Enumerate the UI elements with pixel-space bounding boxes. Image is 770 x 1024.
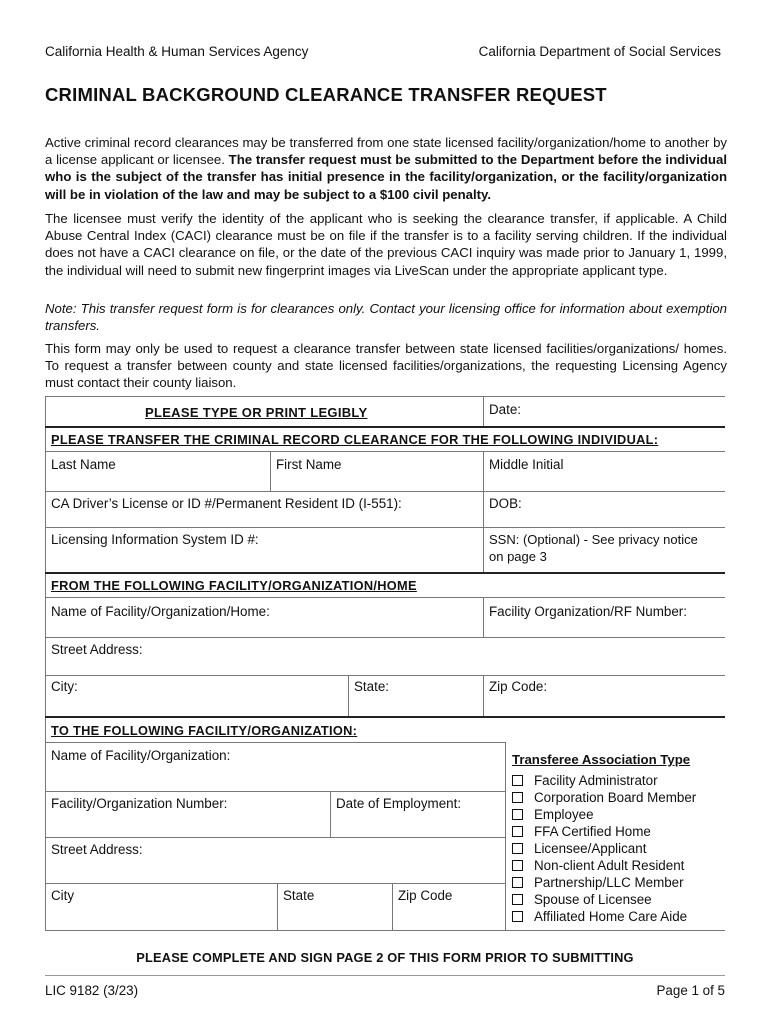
divider xyxy=(45,637,725,638)
divider xyxy=(45,451,725,452)
checkbox-label: Non-client Adult Resident xyxy=(534,858,685,873)
association-checkbox-employee[interactable] xyxy=(512,806,594,823)
checkbox-label: FFA Certified Home xyxy=(534,824,651,839)
to-state-field[interactable]: State xyxy=(283,888,315,903)
divider xyxy=(45,675,725,676)
checkbox-label: Licensee/Applicant xyxy=(534,841,647,856)
divider xyxy=(277,883,278,930)
association-type-heading: Transferee Association Type xyxy=(512,752,691,767)
divider xyxy=(270,451,271,491)
dob-field[interactable]: DOB: xyxy=(489,496,522,511)
last-name-field[interactable]: Last Name xyxy=(51,457,116,472)
intro-paragraph-3: This form may only be used to request a clearance transfer between state licensed facilities/organizations/ homes. To request a transfer between county and state licensed facilities/organizations, the requesting Licensing Agency must contact their county liaison. xyxy=(45,341,727,391)
from-street-field[interactable]: Street Address: xyxy=(51,642,143,657)
checkbox-label: Facility Administrator xyxy=(534,773,658,788)
to-street-field[interactable]: Street Address: xyxy=(51,842,143,857)
date-of-employment-field[interactable]: Date of Employment: xyxy=(336,796,462,811)
from-facility-number-field[interactable]: Facility Organization/RF Number: xyxy=(489,604,687,619)
checkbox-label: Affiliated Home Care Aide xyxy=(534,909,688,924)
association-checkbox-affiliated-home-care-aide[interactable] xyxy=(512,908,687,925)
divider xyxy=(45,742,505,743)
checkbox-icon xyxy=(512,775,523,786)
from-zip-field[interactable]: Zip Code: xyxy=(489,679,548,694)
complete-sign-notice: PLEASE COMPLETE AND SIGN PAGE 2 OF THIS FORM PRIOR TO SUBMITTING xyxy=(136,950,634,965)
divider xyxy=(392,883,393,930)
divider xyxy=(483,451,484,572)
divider xyxy=(330,791,331,837)
divider xyxy=(45,597,725,598)
form-left-border xyxy=(45,396,46,930)
divider xyxy=(505,742,506,930)
ssn-label-note: on page 3 xyxy=(489,549,547,564)
page-number: Page 1 of 5 xyxy=(656,983,725,998)
checkbox-icon xyxy=(512,809,523,820)
page-title: CRIMINAL BACKGROUND CLEARANCE TRANSFER REQUEST xyxy=(45,84,607,105)
association-checkbox-spouse-of-licensee[interactable] xyxy=(512,891,652,908)
department-name: California Department of Social Services xyxy=(478,44,721,59)
divider xyxy=(45,491,725,492)
checkbox-icon xyxy=(512,792,523,803)
section-from-heading: FROM THE FOLLOWING FACILITY/ORGANIZATION/HOME xyxy=(51,578,417,593)
checkbox-icon xyxy=(512,860,523,871)
association-checkbox-partnership-llc-member[interactable] xyxy=(512,874,684,891)
lis-id-field[interactable]: Licensing Information System ID #: xyxy=(51,532,259,547)
to-facility-number-field[interactable]: Facility/Organization Number: xyxy=(51,796,228,811)
divider xyxy=(45,837,505,838)
form-bottom-border xyxy=(45,930,725,931)
first-name-field[interactable]: First Name xyxy=(276,457,342,472)
checkbox-label: Partnership/LLC Member xyxy=(534,875,684,890)
note-paragraph: Note: This transfer request form is for clearances only. Contact your licensing office for information about exemption transfers. xyxy=(45,301,727,334)
to-city-field[interactable]: City xyxy=(51,888,75,903)
divider xyxy=(45,883,505,884)
association-checkbox-non-client-adult-resident[interactable] xyxy=(512,857,684,874)
divider xyxy=(45,426,725,428)
from-facility-name-field[interactable]: Name of Facility/Organization/Home: xyxy=(51,604,270,619)
from-state-field[interactable]: State: xyxy=(354,679,389,694)
divider xyxy=(348,675,349,716)
to-facility-name-field[interactable]: Name of Facility/Organization: xyxy=(51,748,231,763)
association-checkbox-ffa-certified-home[interactable] xyxy=(512,823,651,840)
association-checkbox-licensee-applicant[interactable] xyxy=(512,840,646,857)
section-to-heading: TO THE FOLLOWING FACILITY/ORGANIZATION: xyxy=(51,723,358,738)
middle-initial-field[interactable]: Middle Initial xyxy=(489,457,564,472)
checkbox-label: Employee xyxy=(534,807,594,822)
date-field[interactable]: Date: xyxy=(489,402,522,417)
checkbox-icon xyxy=(512,843,523,854)
footer-divider xyxy=(45,975,725,976)
to-zip-field[interactable]: Zip Code xyxy=(398,888,453,903)
checkbox-label: Spouse of Licensee xyxy=(534,892,652,907)
checkbox-icon xyxy=(512,894,523,905)
divider xyxy=(45,527,725,528)
section-individual-heading: PLEASE TRANSFER THE CRIMINAL RECORD CLEARANCE FOR THE FOLLOWING INDIVIDUAL: xyxy=(51,432,659,447)
divider xyxy=(483,396,484,426)
divider xyxy=(45,716,725,718)
drivers-license-field[interactable]: CA Driver’s License or ID #/Permanent Resident ID (I-551): xyxy=(51,496,402,511)
print-legibly-label: PLEASE TYPE OR PRINT LEGIBLY xyxy=(145,405,368,420)
association-checkbox-corporation-board-member[interactable] xyxy=(512,789,696,806)
divider xyxy=(483,675,484,716)
association-checkbox-facility-administrator[interactable] xyxy=(512,772,658,789)
intro-paragraph-2: The licensee must verify the identity of the applicant who is seeking the clearance transfer, if applicable. A Child Abuse Central Index (CACI) clearance must be on file if the transfer is to a facility serving children. If the individual does not have a CACI clearance on file, or the date of the previous CACI inquiry was made prior to January 1, 1999, the individual will need to submit new fingerprint images via LiveScan under the appropriate applicant type. xyxy=(45,211,727,278)
ssn-label: SSN: (Optional) - See privacy notice xyxy=(489,532,698,547)
intro-paragraph-1: Active criminal record clearances may be transferred from one state licensed facility/organization/home to another by a license applicant or licensee. The transfer request must be submitted to the Department before the individual who is the subject of the transfer has initial presence in the facility/organization, or the facility/organization will be in violation of the law and may be subject to a $100 civil penalty. xyxy=(45,135,727,202)
from-city-field[interactable]: City: xyxy=(51,679,78,694)
form-number: LIC 9182 (3/23) xyxy=(45,983,139,998)
divider xyxy=(45,572,725,574)
checkbox-label: Corporation Board Member xyxy=(534,790,697,805)
divider xyxy=(45,791,505,792)
agency-name: California Health & Human Services Agency xyxy=(45,44,309,59)
ssn-field[interactable] xyxy=(489,531,698,565)
checkbox-icon xyxy=(512,877,523,888)
divider xyxy=(483,597,484,637)
checkbox-icon xyxy=(512,911,523,922)
form-top-border xyxy=(45,396,725,397)
checkbox-icon xyxy=(512,826,523,837)
